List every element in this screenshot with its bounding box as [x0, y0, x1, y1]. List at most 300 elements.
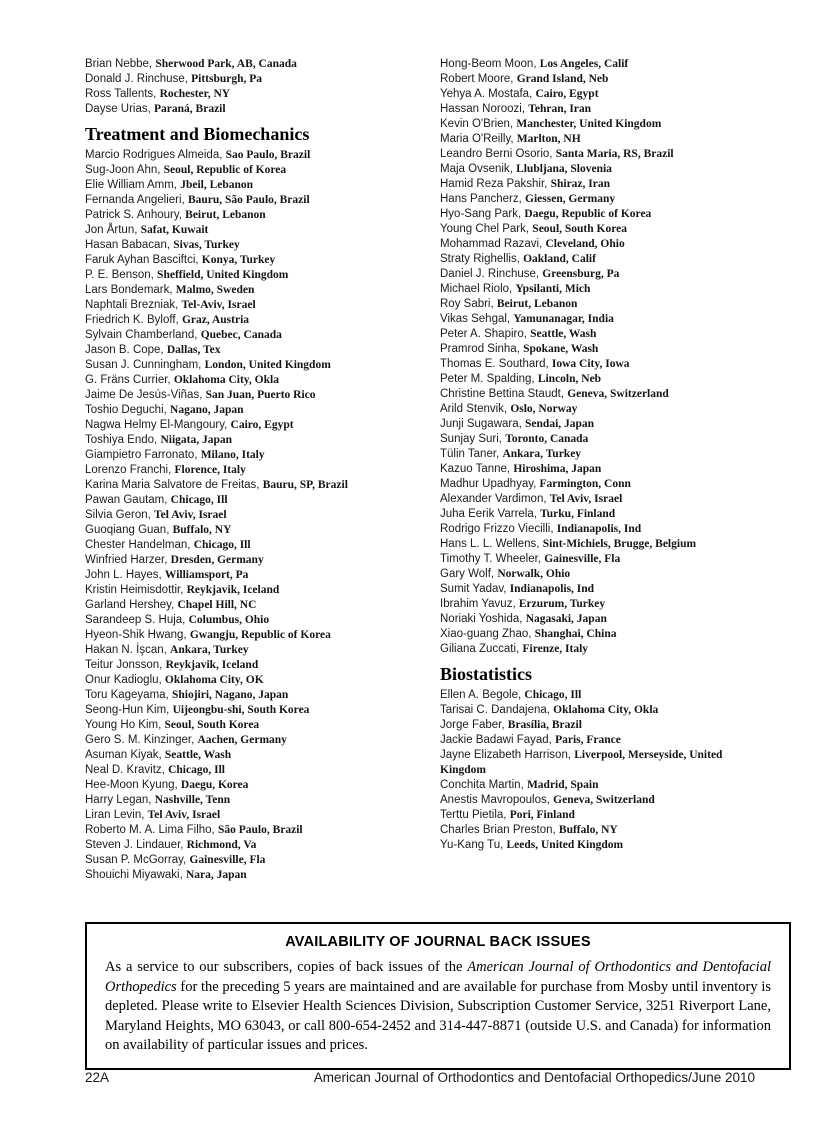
reviewer-name: Sug-Joon Ahn,	[85, 164, 161, 176]
reviewer-location: Bauru, SP, Brazil	[262, 479, 348, 491]
reviewer-entry	[440, 237, 758, 252]
reviewer-location: Tehran, Iran	[528, 103, 592, 115]
notice-body-post: for the preceding 5 years are maintained and are available for purchase from Mosby until inventory is depleted. Please write to Elsevier Health Sciences Division, Subscription Customer Service, 3251 Riverport Lane, Maryland Heights, MO 63043, or call 800-654-2452 and 314-447-8871 (outside U.S. and Canada) for information on availability of particular issues and prices.	[105, 978, 771, 1053]
reviewer-location: Shiraz, Iran	[550, 178, 610, 190]
reviewer-name: Giampietro Farronato,	[85, 449, 198, 461]
reviewer-name: Roy Sabri,	[440, 298, 494, 310]
reviewer-name: Straty Righellis,	[440, 253, 520, 265]
reviewer-entry	[85, 298, 435, 313]
reviewer-name: Robert Moore,	[440, 73, 514, 85]
notice-body	[105, 958, 771, 1056]
reviewer-entry	[85, 193, 435, 208]
reviewer-name: Young Ho Kim,	[85, 719, 162, 731]
reviewer-entry	[440, 312, 758, 327]
reviewer-location: Sint-Michiels, Brugge, Belgium	[542, 538, 697, 550]
reviewer-location: Greensburg, Pa	[542, 268, 620, 280]
reviewer-location: Indianapolis, Ind	[556, 523, 642, 535]
reviewer-location: Gainesville, Fla	[544, 553, 621, 565]
reviewer-location: Firenze, Italy	[522, 643, 589, 655]
reviewer-location: Ankara, Turkey	[502, 448, 582, 460]
reviewer-name: Kazuo Tanne,	[440, 463, 511, 475]
reviewer-location: Sivas, Turkey	[173, 239, 240, 251]
reviewer-entry	[440, 177, 758, 192]
reviewer-name: Toru Kageyama,	[85, 689, 169, 701]
section-heading-treatment-biomechanics: Treatment and Biomechanics	[85, 124, 310, 144]
reviewer-location: Cairo, Egypt	[230, 419, 294, 431]
reviewer-name: Susan P. McGorray,	[85, 854, 187, 866]
reviewer-name: Hong-Beom Moon,	[440, 58, 537, 70]
reviewer-location: Oklahoma City, OK	[164, 674, 264, 686]
reviewer-entry	[440, 342, 758, 357]
reviewer-name: Sarandeep S. Huja,	[85, 614, 186, 626]
reviewer-entry	[440, 492, 758, 507]
reviewer-entry	[440, 477, 758, 492]
reviewer-name: Hakan N. İşcan,	[85, 644, 167, 656]
reviewer-name: Roberto M. A. Lima Filho,	[85, 824, 215, 836]
reviewer-name: Sumit Yadav,	[440, 583, 507, 595]
reviewer-entry	[85, 763, 435, 778]
reviewer-location: Lincoln, Neb	[537, 373, 602, 385]
reviewer-location: Safat, Kuwait	[140, 224, 209, 236]
reviewer-entry	[440, 417, 758, 432]
reviewer-entry	[440, 162, 758, 177]
reviewer-name: Shouichi Miyawaki,	[85, 869, 183, 881]
reviewer-entry	[85, 853, 435, 868]
left-column	[85, 57, 435, 883]
reviewer-entry	[85, 628, 435, 643]
reviewer-name: Fernanda Angelieri,	[85, 194, 185, 206]
reviewer-entry	[440, 282, 758, 297]
reviewer-entry	[440, 703, 758, 718]
reviewer-name: Dayse Urias,	[85, 103, 151, 115]
reviewer-name: Kristin Heimisdottir,	[85, 584, 184, 596]
reviewer-name: Alexander Vardimon,	[440, 493, 547, 505]
reviewer-location: Oakland, Calif	[523, 253, 596, 265]
reviewer-name: Onur Kadioglu,	[85, 674, 162, 686]
reviewer-location: Sherwood Park, AB, Canada	[155, 58, 297, 70]
reviewer-location: Nara, Japan	[186, 869, 247, 881]
reviewer-name: Yu-Kang Tu,	[440, 839, 504, 851]
reviewer-entry	[440, 688, 758, 703]
reviewer-name: Brian Nebbe,	[85, 58, 153, 70]
reviewer-location: Chicago, Ill	[170, 494, 228, 506]
reviewer-location: Ypsilanti, Mich	[515, 283, 591, 295]
reviewer-entry	[85, 148, 435, 163]
reviewer-entry	[440, 267, 758, 282]
reviewer-location: Grand Island, Neb	[516, 73, 609, 85]
reviewer-location: London, United Kingdom	[204, 359, 331, 371]
reviewer-name: Naphtali Brezniak,	[85, 299, 179, 311]
reviewer-entry	[85, 823, 435, 838]
notice-body-pre: As a service to our subscribers, copies of back issues of the	[105, 959, 468, 975]
reviewer-location: Turku, Finland	[540, 508, 616, 520]
reviewer-name: Yehya A. Mostafa,	[440, 88, 533, 100]
reviewer-entry	[440, 567, 758, 582]
reviewer-entry	[440, 627, 758, 642]
reviewer-location: Columbus, Ohio	[188, 614, 270, 626]
reviewer-name: Junji Sugawara,	[440, 418, 522, 430]
reviewer-entry	[85, 313, 435, 328]
reviewer-location: Niigata, Japan	[160, 434, 233, 446]
reviewer-entry	[440, 252, 758, 267]
reviewer-name: Kevin O'Brien,	[440, 118, 514, 130]
reviewer-location: Bauru, São Paulo, Brazil	[187, 194, 310, 206]
reviewer-entry	[440, 808, 758, 823]
reviewer-location: Paraná, Brazil	[154, 103, 226, 115]
reviewer-name: Karina Maria Salvatore de Freitas,	[85, 479, 260, 491]
reviewer-entry	[440, 207, 758, 222]
reviewer-entry	[85, 448, 435, 463]
reviewer-entry	[85, 87, 435, 102]
reviewer-location: Santa Maria, RS, Brazil	[555, 148, 674, 160]
reviewer-entry	[440, 718, 758, 733]
reviewer-location: Madrid, Spain	[526, 779, 599, 791]
reviewer-name: Conchita Martin,	[440, 779, 524, 791]
reviewer-name: Xiao-guang Zhao,	[440, 628, 532, 640]
reviewer-name: Liran Levin,	[85, 809, 145, 821]
reviewer-entry	[440, 642, 758, 657]
reviewer-entry	[85, 283, 435, 298]
reviewer-location: Giessen, Germany	[525, 193, 616, 205]
reviewer-entry	[440, 733, 758, 748]
reviewer-entry	[85, 238, 435, 253]
reviewer-location: Chicago, Ill	[193, 539, 251, 551]
reviewer-location: Daegu, Korea	[180, 779, 249, 791]
reviewer-entry	[85, 508, 435, 523]
reviewer-name: Lars Bondemark,	[85, 284, 173, 296]
back-issues-notice-box	[85, 922, 791, 1070]
reviewer-entry	[85, 538, 435, 553]
reviewer-entry	[85, 838, 435, 853]
reviewer-name: P. E. Benson,	[85, 269, 154, 281]
reviewer-list-treatment-right	[440, 57, 758, 657]
reviewer-location: Rochester, NY	[159, 88, 231, 100]
reviewer-name: Hee-Moon Kyung,	[85, 779, 178, 791]
reviewer-location: Tel-Aviv, Israel	[181, 299, 256, 311]
reviewer-location: Nagano, Japan	[170, 404, 244, 416]
reviewer-location: Konya, Turkey	[201, 254, 276, 266]
reviewer-location: Milano, Italy	[200, 449, 265, 461]
reviewer-entry	[85, 268, 435, 283]
reviewer-location: Yamunanagar, India	[513, 313, 614, 325]
reviewer-name: G. Fräns Currier,	[85, 374, 171, 386]
reviewer-entry	[440, 72, 758, 87]
reviewer-entry	[440, 522, 758, 537]
reviewer-location: Geneva, Switzerland	[567, 388, 669, 400]
reviewer-location: Erzurum, Turkey	[518, 598, 606, 610]
reviewer-entry	[85, 253, 435, 268]
reviewer-entry	[440, 147, 758, 162]
reviewer-name: Jaime De Jesús-Viñas,	[85, 389, 203, 401]
reviewer-name: Thomas E. Southard,	[440, 358, 549, 370]
reviewer-location: Reykjavik, Iceland	[186, 584, 280, 596]
reviewer-entry	[85, 688, 435, 703]
reviewer-location: Los Angeles, Calif	[539, 58, 629, 70]
reviewer-location: Spokane, Wash	[523, 343, 599, 355]
reviewer-location: Beirut, Lebanon	[185, 209, 266, 221]
reviewer-name: Hasan Babacan,	[85, 239, 171, 251]
reviewer-name: Rodrigo Frizzo Viecilli,	[440, 523, 554, 535]
reviewer-name: Hamid Reza Pakshir,	[440, 178, 548, 190]
reviewer-entry	[440, 432, 758, 447]
reviewer-entry	[85, 433, 435, 448]
reviewer-name: Jackie Badawi Fayad,	[440, 734, 552, 746]
reviewer-entry	[440, 327, 758, 342]
reviewer-name: Gero S. M. Kinzinger,	[85, 734, 195, 746]
reviewer-entry	[440, 462, 758, 477]
reviewer-entry	[85, 57, 435, 72]
reviewer-entry	[85, 613, 435, 628]
reviewer-name: Mohammad Razavi,	[440, 238, 543, 250]
reviewer-entry	[440, 402, 758, 417]
reviewer-name: Tarisai C. Dandajena,	[440, 704, 550, 716]
reviewer-entry	[85, 178, 435, 193]
reviewer-name: Pramrod Sinha,	[440, 343, 520, 355]
notice-title: AVAILABILITY OF JOURNAL BACK ISSUES	[285, 934, 591, 950]
reviewer-entry	[85, 388, 435, 403]
reviewer-entry	[85, 808, 435, 823]
reviewer-name: Giliana Zuccati,	[440, 643, 520, 655]
reviewer-location: Oklahoma City, Okla	[553, 704, 659, 716]
reviewer-location: Daegu, Republic of Korea	[524, 208, 652, 220]
reviewer-entry	[440, 597, 758, 612]
reviewer-location: Seoul, Republic of Korea	[163, 164, 287, 176]
reviewer-location: Chicago, Ill	[524, 689, 582, 701]
reviewer-location: Cleveland, Ohio	[545, 238, 625, 250]
reviewer-entry	[85, 568, 435, 583]
reviewer-location: Sendai, Japan	[525, 418, 595, 430]
reviewer-name: Marcio Rodrigues Almeida,	[85, 149, 223, 161]
reviewer-entry	[440, 192, 758, 207]
reviewer-entry	[440, 387, 758, 402]
reviewer-name: Michael Riolo,	[440, 283, 513, 295]
reviewer-name: Donald J. Rinchuse,	[85, 73, 188, 85]
reviewer-name: Seong-Hun Kim,	[85, 704, 170, 716]
reviewer-location: Graz, Austria	[181, 314, 250, 326]
reviewer-entry	[85, 718, 435, 733]
reviewer-entry	[440, 132, 758, 147]
reviewer-location: Gwangju, Republic of Korea	[189, 629, 331, 641]
reviewer-entry	[85, 868, 435, 883]
reviewer-location: Dresden, Germany	[170, 554, 264, 566]
reviewer-location: Seattle, Wash	[530, 328, 597, 340]
reviewer-location: Paris, France	[555, 734, 621, 746]
reviewer-entry	[85, 553, 435, 568]
reviewer-list-top	[85, 57, 435, 117]
reviewer-entry	[440, 507, 758, 522]
reviewer-name: Daniel J. Rinchuse,	[440, 268, 540, 280]
reviewer-entry	[440, 57, 758, 72]
reviewer-name: Guoqiang Guan,	[85, 524, 170, 536]
reviewer-entry	[85, 658, 435, 673]
reviewer-location: São Paulo, Brazil	[217, 824, 303, 836]
reviewer-entry	[85, 703, 435, 718]
reviewer-entry	[440, 297, 758, 312]
reviewer-entry	[85, 343, 435, 358]
reviewer-location: Iowa City, Iowa	[551, 358, 630, 370]
reviewer-name: Faruk Ayhan Basciftci,	[85, 254, 199, 266]
section-heading-biostatistics: Biostatistics	[440, 664, 532, 684]
footer-page-number: 22A	[85, 1070, 110, 1085]
reviewer-entry	[85, 523, 435, 538]
reviewer-location: Seoul, South Korea	[164, 719, 260, 731]
reviewer-location: Nashville, Tenn	[154, 794, 231, 806]
reviewer-entry	[85, 793, 435, 808]
reviewer-location: Shiojiri, Nagano, Japan	[171, 689, 289, 701]
reviewer-location: Indianapolis, Ind	[509, 583, 595, 595]
page-footer	[85, 1070, 755, 1085]
reviewer-name: Pawan Gautam,	[85, 494, 168, 506]
reviewer-name: Hassan Noroozi,	[440, 103, 526, 115]
reviewer-name: Jon Årtun,	[85, 224, 138, 236]
reviewer-entry	[440, 823, 758, 838]
reviewer-entry	[85, 373, 435, 388]
reviewer-name: Anestis Mavropoulos,	[440, 794, 550, 806]
reviewer-name: Patrick S. Anhoury,	[85, 209, 182, 221]
reviewer-entry	[440, 778, 758, 793]
reviewer-name: Peter A. Shapiro,	[440, 328, 527, 340]
reviewer-name: Jason B. Cope,	[85, 344, 164, 356]
reviewer-location: Liverpool, Merseyside, United Kingdom	[440, 749, 723, 776]
reviewer-location: Geneva, Switzerland	[553, 794, 655, 806]
reviewer-name: Vikas Sehgal,	[440, 313, 511, 325]
reviewer-entry	[85, 778, 435, 793]
reviewer-name: Asuman Kiyak,	[85, 749, 162, 761]
reviewer-list-biostatistics	[440, 688, 758, 853]
reviewer-name: Sylvain Chamberland,	[85, 329, 198, 341]
reviewer-location: Nagasaki, Japan	[525, 613, 607, 625]
reviewer-name: John L. Hayes,	[85, 569, 162, 581]
reviewer-entry	[85, 493, 435, 508]
reviewer-location: Pori, Finland	[509, 809, 575, 821]
reviewer-entry	[85, 418, 435, 433]
reviewer-name: Timothy T. Wheeler,	[440, 553, 541, 565]
reviewer-name: Arild Stenvik,	[440, 403, 508, 415]
reviewer-name: Garland Hershey,	[85, 599, 175, 611]
reviewer-list-treatment-left	[85, 148, 435, 883]
reviewer-location: Beirut, Lebanon	[496, 298, 578, 310]
reviewer-location: Leeds, United Kingdom	[506, 839, 624, 851]
reviewer-entry	[85, 163, 435, 178]
reviewer-name: Jorge Faber,	[440, 719, 505, 731]
reviewer-entry	[85, 733, 435, 748]
reviewer-location: Uijeongbu-shi, South Korea	[172, 704, 310, 716]
footer-journal-line: American Journal of Orthodontics and Dentofacial Orthopedics/June 2010	[313, 1070, 755, 1085]
reviewer-location: Brasília, Brazil	[507, 719, 582, 731]
reviewer-location: Sao Paulo, Brazil	[225, 149, 311, 161]
reviewer-location: Reykjavik, Iceland	[165, 659, 259, 671]
reviewer-location: Shanghai, China	[534, 628, 617, 640]
reviewer-location: Llubljana, Slovenia	[516, 163, 612, 175]
reviewer-entry	[85, 328, 435, 343]
reviewer-name: Lorenzo Franchi,	[85, 464, 172, 476]
reviewer-location: Seattle, Wash	[164, 749, 232, 761]
reviewer-entry	[85, 358, 435, 373]
reviewer-name: Maja Ovsenik,	[440, 163, 513, 175]
reviewer-entry	[85, 102, 435, 117]
reviewer-entry	[85, 403, 435, 418]
reviewer-location: Marlton, NH	[516, 133, 581, 145]
reviewer-location: Hiroshima, Japan	[513, 463, 602, 475]
reviewer-location: Aachen, Germany	[197, 734, 287, 746]
reviewer-entry	[85, 223, 435, 238]
reviewer-location: Sheffield, United Kingdom	[157, 269, 289, 281]
reviewer-name: Juha Eerik Varrela,	[440, 508, 537, 520]
reviewer-location: Williamsport, Pa	[164, 569, 249, 581]
reviewer-name: Maria O'Reilly,	[440, 133, 514, 145]
reviewer-entry	[85, 748, 435, 763]
reviewer-entry	[440, 357, 758, 372]
reviewer-location: Pittsburgh, Pa	[191, 73, 263, 85]
reviewer-entry	[85, 463, 435, 478]
reviewer-name: Jayne Elizabeth Harrison,	[440, 749, 572, 761]
reviewer-location: Seoul, South Korea	[532, 223, 627, 235]
right-column	[440, 57, 758, 853]
reviewer-location: Tel Aviv, Israel	[549, 493, 623, 505]
reviewer-name: Teitur Jonsson,	[85, 659, 163, 671]
reviewer-name: Sunjay Suri,	[440, 433, 503, 445]
reviewer-name: Nagwa Helmy El-Mangoury,	[85, 419, 228, 431]
reviewer-name: Susan J. Cunningham,	[85, 359, 202, 371]
reviewer-entry	[440, 582, 758, 597]
reviewer-name: Ross Tallents,	[85, 88, 157, 100]
reviewer-name: Harry Legan,	[85, 794, 152, 806]
reviewer-name: Madhur Upadhyay,	[440, 478, 537, 490]
reviewer-location: San Juan, Puerto Rico	[205, 389, 316, 401]
reviewer-name: Christine Bettina Staudt,	[440, 388, 565, 400]
reviewer-location: Chicago, Ill	[168, 764, 225, 776]
reviewer-location: Manchester, United Kingdom	[516, 118, 662, 130]
reviewer-entry	[440, 537, 758, 552]
reviewer-location: Cairo, Egypt	[535, 88, 599, 100]
reviewer-location: Oslo, Norway	[510, 403, 578, 415]
reviewer-entry	[440, 793, 758, 808]
reviewer-entry	[440, 838, 758, 853]
reviewer-name: Hans L. L. Wellens,	[440, 538, 540, 550]
reviewer-name: Elie William Amm,	[85, 179, 178, 191]
reviewer-location: Tel Aviv, Israel	[154, 509, 227, 521]
reviewer-location: Quebec, Canada	[200, 329, 282, 341]
reviewer-name: Gary Wolf,	[440, 568, 495, 580]
reviewer-entry	[85, 583, 435, 598]
reviewer-location: Buffalo, NY	[558, 824, 618, 836]
reviewer-name: Hans Pancherz,	[440, 193, 522, 205]
reviewer-name: Leandro Berni Osorio,	[440, 148, 553, 160]
reviewer-location: Jbeil, Lebanon	[180, 179, 254, 191]
reviewer-name: Toshio Deguchi,	[85, 404, 167, 416]
reviewer-name: Noriaki Yoshida,	[440, 613, 523, 625]
reviewer-entry	[440, 222, 758, 237]
reviewer-name: Terttu Pietila,	[440, 809, 507, 821]
reviewer-name: Winfried Harzer,	[85, 554, 168, 566]
reviewer-name: Chester Handelman,	[85, 539, 191, 551]
reviewer-name: Ibrahim Yavuz,	[440, 598, 516, 610]
reviewer-entry	[440, 117, 758, 132]
reviewer-name: Hyeon-Shik Hwang,	[85, 629, 187, 641]
reviewer-entry	[85, 208, 435, 223]
reviewer-location: Gainesville, Fla	[189, 854, 266, 866]
reviewer-name: Ellen A. Begole,	[440, 689, 522, 701]
reviewer-location: Oklahoma City, Okla	[173, 374, 279, 386]
reviewer-entry	[440, 372, 758, 387]
reviewer-location: Buffalo, NY	[172, 524, 232, 536]
reviewer-location: Florence, Italy	[174, 464, 246, 476]
reviewer-location: Tel Aviv, Israel	[147, 809, 221, 821]
reviewer-location: Malmo, Sweden	[175, 284, 255, 296]
reviewer-entry	[440, 102, 758, 117]
reviewer-name: Toshiya Endo,	[85, 434, 158, 446]
reviewer-name: Charles Brian Preston,	[440, 824, 556, 836]
